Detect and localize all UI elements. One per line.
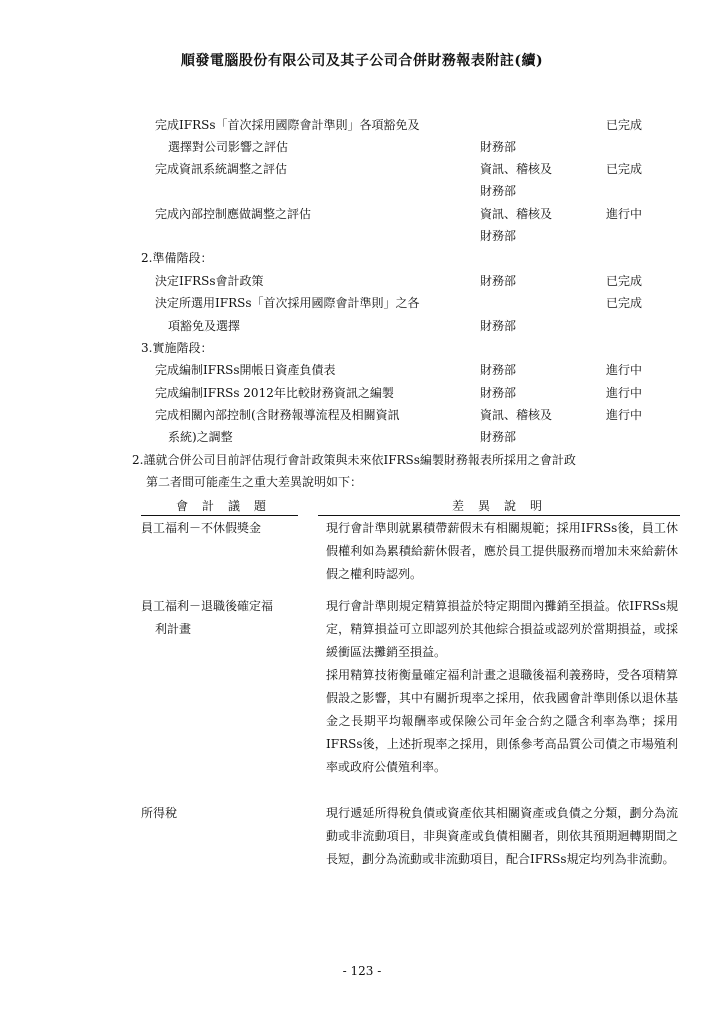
plan-status: 進行中 [606, 207, 643, 221]
plan-dept: 資訊、稽核及 [480, 408, 553, 422]
plan-status: 進行中 [606, 363, 643, 377]
desc-cell [326, 595, 678, 779]
section2-intro-cont: 第二者間可能產生之重大差異說明如下： [146, 475, 363, 489]
plan-dept: 財務部 [480, 363, 517, 377]
plan-dept: 財務部 [480, 229, 517, 243]
plan-task: 完成相關內部控制(含財務報導流程及相關資訊 [155, 408, 400, 422]
plan-task: 決定IFRSs會計政策 [155, 274, 264, 288]
plan-task: 選擇對公司影響之評估 [168, 140, 289, 154]
plan-status: 已完成 [606, 118, 643, 132]
plan-dept: 資訊、稽核及 [480, 162, 553, 176]
plan-task: 系統)之調整 [168, 430, 233, 444]
desc-paragraph: 現行會計準則就累積帶薪假未有相關規範；採用IFRSs後，員工休假權利如為累積給薪休假者，應於員工提供服務而增加未來給薪休假之權利時認列。 [326, 521, 678, 581]
desc-paragraph: 現行會計準則規定精算損益於特定期間內攤銷至損益。依IFRSs規定，精算損益可立即認列於其他綜合損益或認列於當期損益，或採緩衝區法攤銷至損益。 [326, 599, 678, 659]
topic-cell: 所得稅 [141, 806, 178, 820]
plan-task: 完成資訊系統調整之評估 [155, 162, 288, 176]
topic-cell: 員工福利－不休假獎金 [141, 521, 262, 535]
plan-task: 完成IFRSs「首次採用國際會計準則」各項豁免及 [155, 118, 420, 132]
stage-heading: 2.準備階段： [141, 251, 213, 265]
plan-dept: 資訊、稽核及 [480, 207, 553, 221]
desc-cell [326, 517, 678, 586]
plan-dept: 財務部 [480, 319, 517, 333]
plan-dept: 財務部 [480, 140, 517, 154]
plan-dept: 財務部 [480, 386, 517, 400]
plan-task: 決定所選用IFRSs「首次採用國際會計準則」之各 [155, 296, 420, 310]
plan-task: 項豁免及選擇 [168, 319, 241, 333]
header-underline-topic [141, 515, 298, 516]
desc-paragraph: 採用精算技術衡量確定福利計畫之退職後福利義務時，受各項精算假設之影響，其中有關折現率之採用，依我國會計準則係以退休基金之長期平均報酬率或保險公司年金合約之隱含利率為準；採用IFRSs後，上述折現率之採用，則係參考高品質公司債之市場殖利率或政府公債殖利率。 [326, 668, 678, 774]
plan-task: 完成編制IFRSs 2012年比較財務資訊之編製 [155, 386, 394, 400]
plan-dept: 財務部 [480, 430, 517, 444]
page-title: 順發電腦股份有限公司及其子公司合併財務報表附註(續) [180, 53, 544, 69]
plan-dept: 財務部 [480, 274, 517, 288]
table-header-desc: 差 異 說 明 [452, 499, 544, 513]
plan-task: 完成編制IFRSs開帳日資產負債表 [155, 363, 336, 377]
stage-heading: 3.實施階段： [141, 341, 213, 355]
plan-task: 完成內部控制應做調整之評估 [155, 207, 312, 221]
topic-cell: 員工福利－退職後確定福 [141, 599, 274, 613]
page-number: - 123 - [342, 964, 382, 978]
topic-cell-cont: 利計畫 [155, 622, 192, 636]
header-underline-desc [318, 515, 680, 516]
plan-status: 已完成 [606, 296, 643, 310]
desc-paragraph: 現行遞延所得稅負債或資產依其相關資產或負債之分類，劃分為流動或非流動項目，非與資產或負債相關者，則依其預期迴轉期間之長短，劃分為流動或非流動項目，配合IFRSs規定均列為非流動。 [326, 806, 678, 866]
section2-intro: 2.謹就合併公司目前評估現行會計政策與未來依IFRSs編製財務報表所採用之會計政 [132, 453, 576, 467]
table-header-topic: 會 計 議 題 [176, 499, 268, 513]
plan-dept: 財務部 [480, 184, 517, 198]
plan-status: 進行中 [606, 386, 643, 400]
plan-status: 進行中 [606, 408, 643, 422]
desc-cell [326, 802, 678, 871]
plan-status: 已完成 [606, 162, 643, 176]
plan-status: 已完成 [606, 274, 643, 288]
